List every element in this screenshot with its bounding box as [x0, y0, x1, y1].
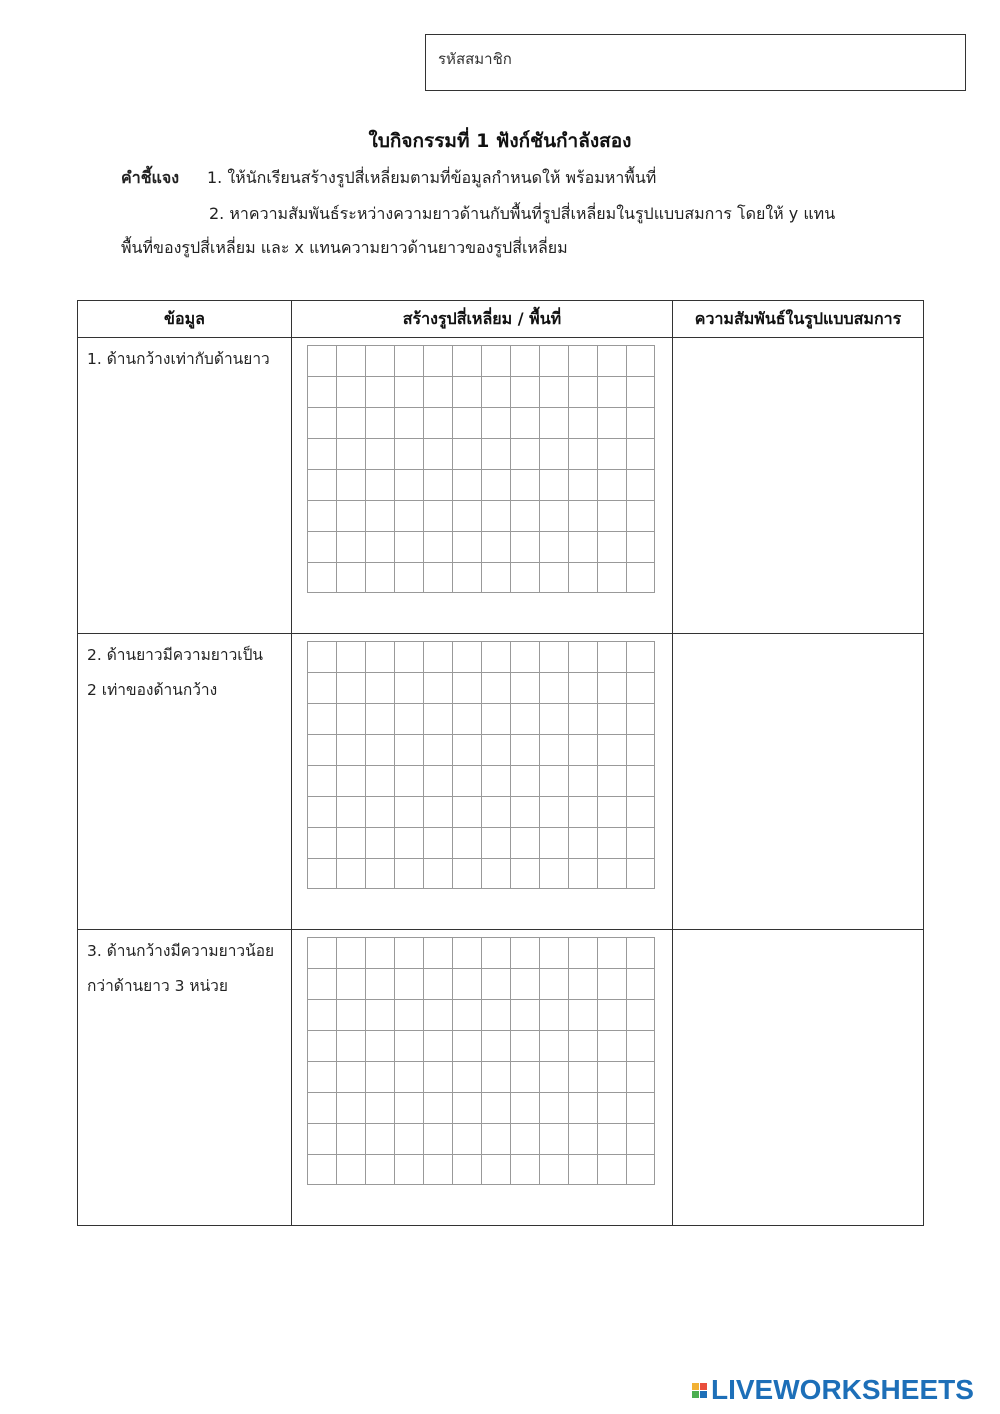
- equation-cell[interactable]: [673, 930, 924, 1226]
- equation-cell[interactable]: [673, 338, 924, 634]
- drawing-cell: [292, 634, 673, 930]
- instruction-line-1: 1. ให้นักเรียนสร้างรูปสี่เหลี่ยมตามที่ข้อมูลกำหนดให้ พร้อมหาพื้นที่: [207, 168, 657, 187]
- table-header-row: [78, 301, 924, 338]
- condition-text: 2 เท่าของด้านกว้าง: [87, 681, 218, 699]
- logo-square: [700, 1383, 707, 1390]
- logo-square: [692, 1391, 699, 1398]
- logo-square: [692, 1383, 699, 1390]
- instruction-line-3: พื้นที่ของรูปสี่เหลี่ยม และ x แทนความยาวด้านยาวของรูปสี่เหลี่ยม: [121, 238, 568, 257]
- condition-text: 1. ด้านกว้างเท่ากับด้านยาว: [87, 350, 270, 368]
- header-draw-area: สร้างรูปสี่เหลี่ยม / พื้นที่: [292, 301, 673, 338]
- drawing-cell: [292, 930, 673, 1226]
- condition-text: กว่าด้านยาว 3 หน่วย: [87, 977, 228, 995]
- logo-square: [700, 1391, 707, 1398]
- activity-table: [77, 300, 924, 1226]
- instructions-heading: คำชี้แจง: [121, 168, 180, 187]
- header-data: ข้อมูล: [78, 301, 292, 338]
- member-id-label: รหัสสมาชิก: [438, 50, 512, 68]
- drawing-grid[interactable]: [307, 641, 655, 889]
- liveworksheets-logo-icon: [692, 1383, 707, 1398]
- drawing-cell: [292, 338, 673, 634]
- logo-text: LIVEWORKSHEETS: [711, 1374, 974, 1405]
- table-row: [78, 338, 924, 634]
- page-title: ใบกิจกรรมที่ 1 ฟังก์ชันกำลังสอง: [368, 130, 632, 152]
- table-row: [78, 634, 924, 930]
- condition-cell: [78, 634, 292, 930]
- drawing-grid[interactable]: [307, 345, 655, 593]
- condition-text: 3. ด้านกว้างมีความยาวน้อย: [87, 942, 275, 960]
- condition-cell: [78, 338, 292, 634]
- member-id-box[interactable]: [425, 34, 966, 91]
- table-row: [78, 930, 924, 1226]
- equation-cell[interactable]: [673, 634, 924, 930]
- header-equation: ความสัมพันธ์ในรูปแบบสมการ: [673, 301, 924, 338]
- instruction-line-2: 2. หาความสัมพันธ์ระหว่างความยาวด้านกับพื้นที่รูปสี่เหลี่ยมในรูปแบบสมการ โดยให้ y แทน: [209, 204, 836, 223]
- condition-cell: [78, 930, 292, 1226]
- condition-text: 2. ด้านยาวมีความยาวเป็น: [87, 646, 264, 664]
- drawing-grid[interactable]: [307, 937, 655, 1185]
- liveworksheets-logo: [692, 1374, 974, 1406]
